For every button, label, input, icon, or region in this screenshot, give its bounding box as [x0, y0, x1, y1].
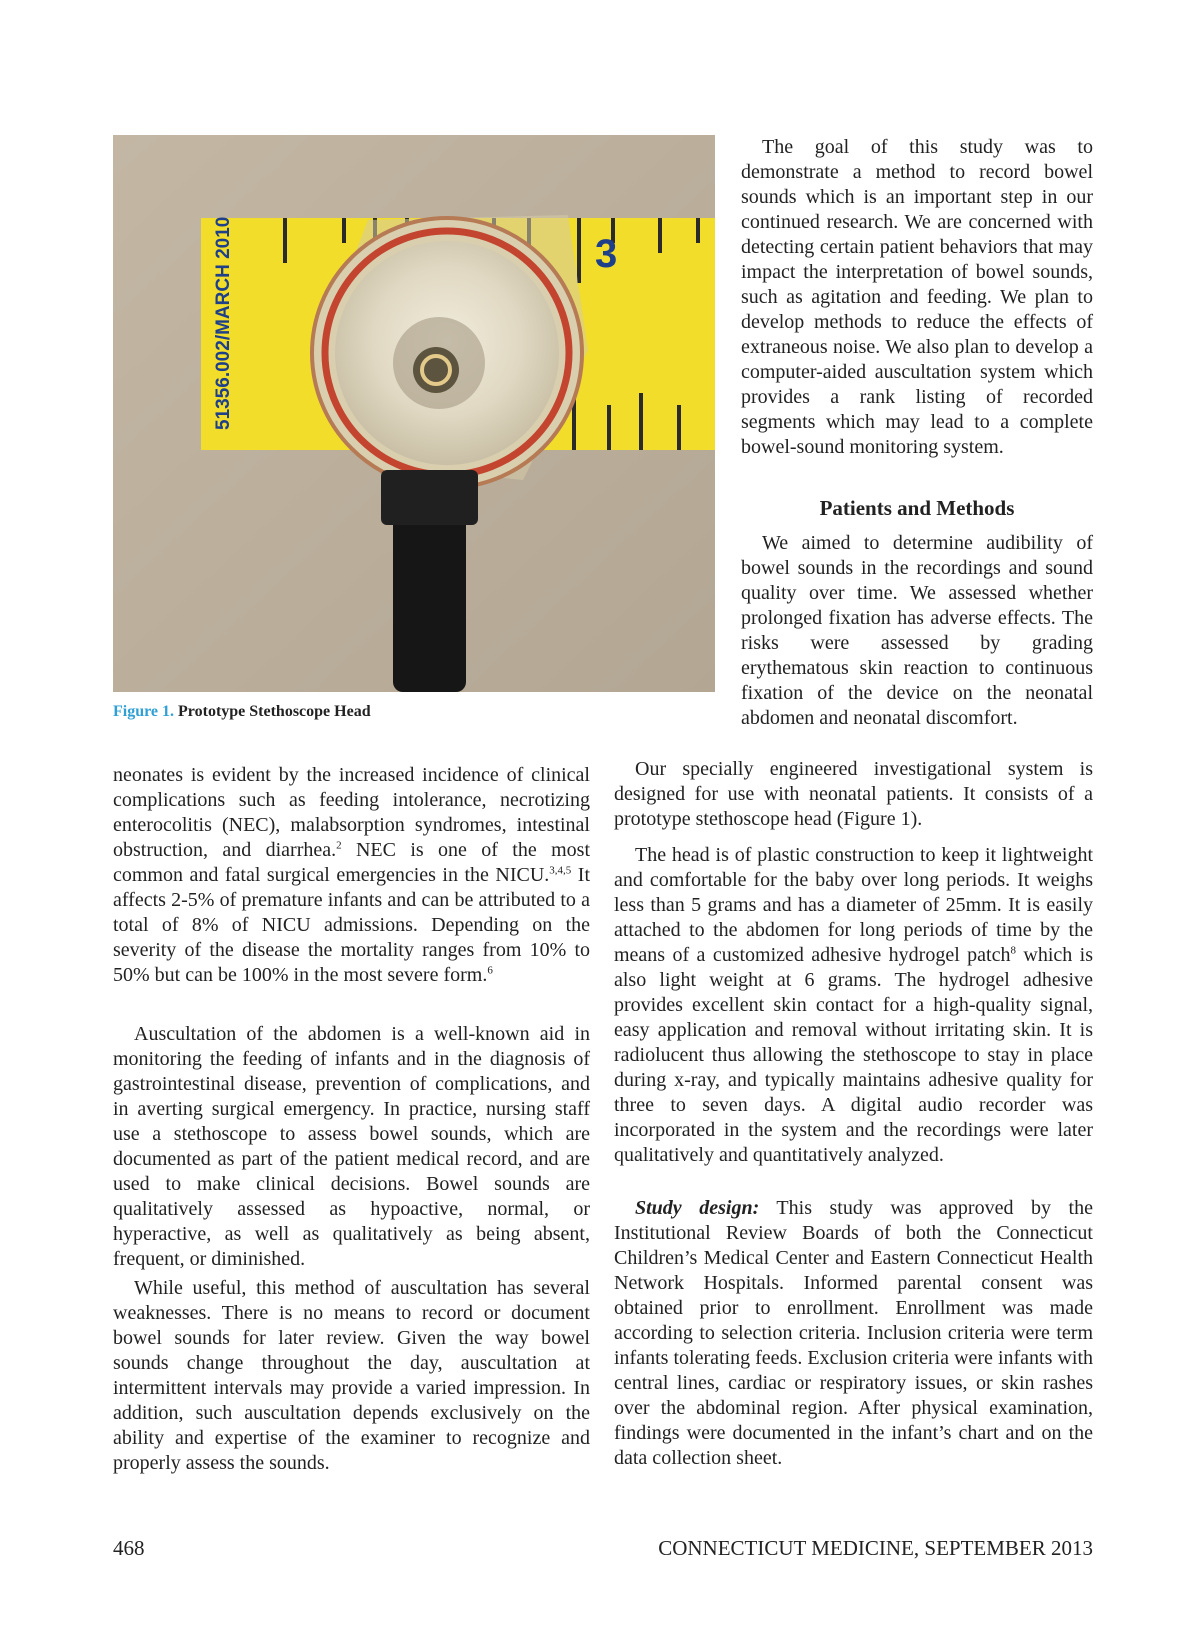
methods-p3-text-a: The head is of plastic construction to keep it lightweight and comfortable for the baby over long periods. It weighs less than 5 grams and has a diameter of 25mm. It is easily attached to the abdomen for long periods of time by the means of a customized adhesive hydrogel patch [614, 844, 1093, 966]
left-p1-text-b: NEC is one of the most common and fatal surgical emergencies in the NICU. [113, 839, 590, 886]
page-number: 468 [113, 1536, 145, 1560]
methods-paragraph-2: Our specially engineered investigational system is designed for use with neonatal patients. It consists of a prototype stethoscope head (Figure 1). [614, 758, 1093, 830]
ruler-number-3: 3 [595, 232, 618, 276]
reference-6: 6 [487, 964, 493, 977]
left-p1-text-c: It affects 2-5% of premature infants and can be attributed to a total of 8% of NICU admissions. Depending on the severity of the disease the mortality ranges from 10% to 50% but can be 100% in the most severe form. [113, 864, 590, 986]
reference-2: 2 [336, 839, 342, 852]
study-design-text: This study was approved by the Institutional Review Boards of both the Connecticut Children’s Medical Center and Eastern Connecticut Health Network Hospitals. Informed parental consent was obtained prior to enrollment. Enrollment was made according to selection criteria. Inclusion criteria were term infants tolerating feeds. Exclusion criteria were infants with central lines, cardiac or respiratory issues, or skin rashes over the abdominal region. After physical examination, findings were documented in the infant’s chart and on the data collection sheet. [614, 1197, 1093, 1469]
section-heading-patients-methods: Patients and Methods [819, 496, 1015, 520]
reference-8: 8 [1010, 944, 1016, 957]
figure-label: Figure 1. [113, 703, 175, 720]
methods-p3-text-b: which is also light weight at 6 grams. The hydrogel adhesive provides excellent skin contact for a high-quality signal, easy application and removal without irritating skin. It is radiolucent thus allowing the stethoscope to stay in place during x-ray, and typically maintains adhesive quality for three to seven days. A digital audio recorder was incorporated in the system and the recordings were later qualitatively and quantitatively analyzed. [614, 944, 1093, 1166]
figure-caption [113, 703, 371, 721]
left-paragraph-2: Auscultation of the abdomen is a well-known aid in monitoring the feeding of infants and in the diagnosis of gastrointestinal disease, prevention of complications, and in averting surgical emergency. In practice, nursing staff use a stethoscope to assess bowel sounds, which are documented as part of the patient medical record, and are used to make clinical decisions. Bowel sounds are qualitatively assessed as hypoactive, normal, or hyperactive, as well as qualitatively as being absent, frequent, or diminished. [113, 1023, 590, 1270]
methods-paragraph-3 [614, 843, 1093, 1168]
left-paragraph-1 [113, 763, 590, 988]
journal-running-footer: CONNECTICUT MEDICINE, SEPTEMBER 2013 [658, 1536, 1093, 1560]
study-design-paragraph [614, 1196, 1093, 1471]
reference-3-4-5: 3,4,5 [549, 864, 572, 877]
intro-paragraph: The goal of this study was to demonstrate a method to record bowel sounds which is an important step in our continued research. We are concerned with detecting certain patient behaviors that may impact the interpretation of bowel sounds, such as agitation and feeding. We plan to develop methods to reduce the effects of extraneous noise. We also plan to develop a computer-aided auscultation system which provides a rank listing of recorded segments which may lead to a complete bowel-sound monitoring system. [741, 136, 1093, 458]
figure-1-photo [113, 135, 715, 692]
stethoscope-port [413, 347, 459, 393]
ruler-label: 51356.002/MARCH 2010 [213, 216, 234, 430]
left-p1-text-a: neonates is evident by the increased incidence of clinical complications such as feeding intolerance, necrotizing enterocolitis (NEC), malabsorption syndromes, intestinal obstruction, and diarrhea. [113, 764, 590, 861]
figure-caption-text: Prototype Stethoscope Head [178, 703, 371, 720]
methods-paragraph-1: We aimed to determine audibility of bowel sounds in the recordings and sound quality over time. We assessed whether prolonged fixation has adverse effects. The risks were assessed by grading erythematous skin reaction to continuous fixation of the device on the neonatal abdomen and neonatal discomfort. [741, 532, 1093, 729]
study-design-label: Study design: [635, 1197, 760, 1219]
tubing-connector [381, 470, 478, 525]
left-paragraph-3: While useful, this method of auscultation has several weaknesses. There is no means to record or document bowel sounds for later review. Given the way bowel sounds change throughout the day, auscultation at intermittent intervals may provide a varied impression. In addition, such auscultation depends exclusively on the ability and expertise of the examiner to recognize and properly assess the sounds. [113, 1277, 590, 1474]
